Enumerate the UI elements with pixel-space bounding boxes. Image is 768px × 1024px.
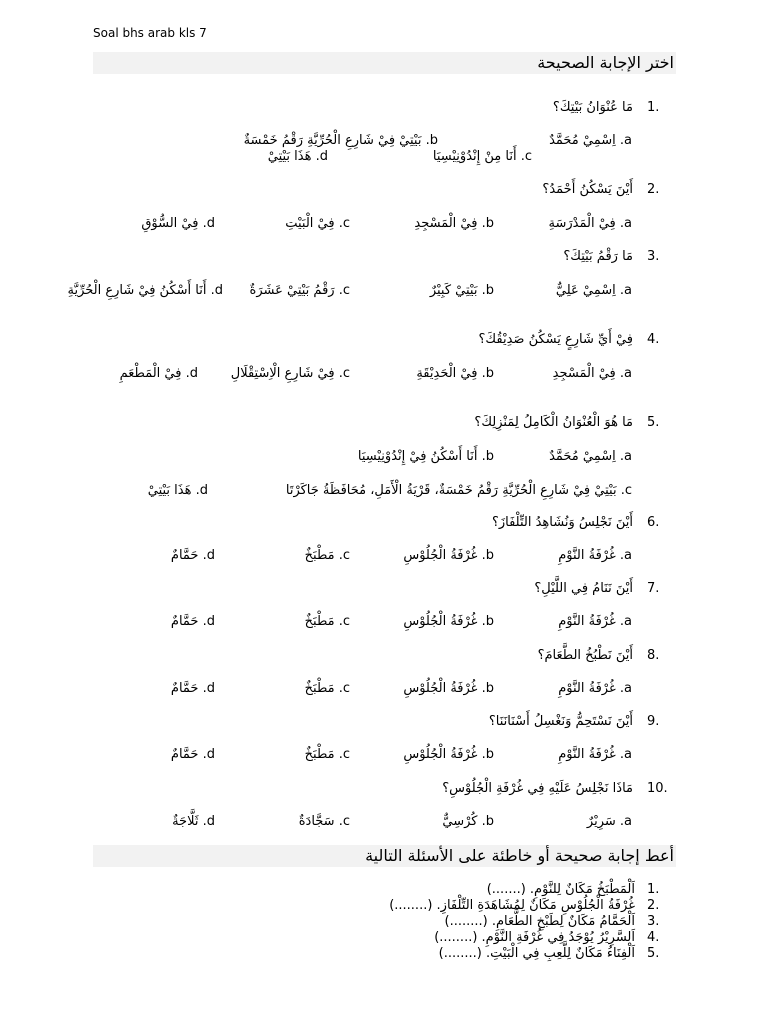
option-b[interactable]: b. غُرْفَةُ الْجُلُوْسِ [403, 681, 494, 696]
option-a[interactable]: a. غُرْفَةُ النَّوْمِ [558, 614, 632, 629]
item-number: 2. [647, 898, 660, 913]
option-a[interactable]: a. اِسْمِيْ عَلِيٌّ [555, 283, 632, 298]
document-header: Soal bhs arab kls 7 [93, 26, 207, 40]
option-b[interactable]: b. غُرْفَةُ الْجُلُوْسِ [403, 747, 494, 762]
item-text: اَلْمَطْبَخُ مَكَانٌ لِلنَّوْمِ. (.......) [486, 882, 635, 897]
option-c[interactable]: c. مَطْبَخٌ [304, 681, 350, 696]
item-text: غُرْفَةُ الْجُلُوْسِ مَكَانٌ لِمُشَاهَدَةِ التِّلْفَازِ. (........) [389, 898, 635, 913]
option-a[interactable]: a. اِسْمِيْ مُحَمَّدٌ [549, 449, 632, 464]
question-text: أَيْنَ نَسْتَحِمُّ وَنَغْسِلُ أَسْنَانَنَا؟ [488, 714, 633, 729]
question-number: 4. [647, 332, 660, 347]
question-number: 6. [647, 515, 660, 530]
option-a[interactable]: a. غُرْفَةُ النَّوْمِ [558, 681, 632, 696]
option-a[interactable]: a. فِيْ الْمَدْرَسَةِ [548, 216, 632, 231]
option-a[interactable]: a. سَرِيْرٌ [586, 814, 632, 829]
question-number: 1. [647, 100, 660, 115]
item-number: 5. [647, 946, 660, 961]
option-d[interactable]: d. حَمَّامٌ [170, 548, 215, 563]
question-text: مَا رَقْمُ بَيْتِكَ؟ [563, 249, 633, 264]
option-b[interactable]: b. فِيْ الْمَسْجِدِ [414, 216, 494, 231]
question-text: أَيْنَ يَسْكُنُ أَحْمَدُ؟ [542, 182, 633, 197]
item-text: اَلسَّرِيْرُ يُوْجَدُ فِي غُرْفَةِ النَّوْمِ. (........) [434, 930, 635, 945]
option-d[interactable]: d. هَذَا بَيْتِيْ [147, 483, 208, 498]
option-a[interactable]: a. اِسْمِيْ مُحَمَّدٌ [549, 133, 632, 148]
option-b[interactable]: b. بَيْتِيْ كَبِيْرٌ [429, 283, 494, 298]
question-number: 10. [647, 781, 668, 796]
option-a[interactable]: a. غُرْفَةُ النَّوْمِ [558, 548, 632, 563]
section-title-multiple-choice [93, 52, 676, 74]
option-b[interactable]: b. كُرْسِيٌّ [442, 814, 494, 829]
list-item [345, 914, 675, 930]
option-d[interactable]: d. هَذَا بَيْتِيْ [267, 149, 328, 164]
section-title-true-false [93, 845, 676, 867]
list-item [345, 930, 675, 946]
item-number: 4. [647, 930, 660, 945]
question-number: 8. [647, 648, 660, 663]
question-number: 3. [647, 249, 660, 264]
option-c[interactable]: c. سَجَّادَةٌ [298, 814, 350, 829]
option-a[interactable]: a. فِيْ الْمَسْجِدِ [552, 366, 632, 381]
section-title-text: اختر الإجابة الصحيحة [537, 53, 674, 72]
item-text: اَلْفِنَاءُ مَكَانٌ لِلَّعِبِ فِي الْبَيْتِ. (........) [438, 946, 635, 961]
option-c[interactable]: c. فِيْ شَارِعِ الْاِسْتِقْلَالِ [230, 366, 350, 381]
list-item [345, 898, 675, 914]
option-c[interactable]: c. مَطْبَخٌ [304, 614, 350, 629]
option-c[interactable]: c. بَيْتِيْ فِيْ شَارِعِ الْحُرِّيَّةِ رَقْمُ خَمْسَةٌ، قَرْيَةُ الْأَمَلِ، مُحَافَظَةُ جَاكَرْتَا [285, 483, 632, 498]
option-b[interactable]: b. غُرْفَةُ الْجُلُوْسِ [403, 614, 494, 629]
option-b[interactable]: b. أَنَا أَسْكُنُ فِيْ إِنْدُوْنِيْسِيَا [357, 449, 494, 464]
option-d[interactable]: d. حَمَّامٌ [170, 747, 215, 762]
item-number: 1. [647, 882, 660, 897]
option-d[interactable]: d. فِيْ الْمَطْعَمِ [119, 366, 198, 381]
section-title-text: أعط إجابة صحيحة أو خاطئة على الأسئلة التالية [365, 846, 674, 865]
question-text: فِيْ أَيِّ شَارِعٍ يَسْكُنُ صَدِيْقُكَ؟ [478, 332, 633, 347]
option-d[interactable]: d. حَمَّامٌ [170, 681, 215, 696]
option-c[interactable]: c. فِيْ الْبَيْتِ [285, 216, 350, 231]
option-b[interactable]: b. غُرْفَةُ الْجُلُوْسِ [403, 548, 494, 563]
question-text: أَيْنَ نَجْلِسُ وَنُشَاهِدُ التِّلْفَازَ؟ [491, 515, 633, 530]
question-number: 9. [647, 714, 660, 729]
option-c[interactable]: c. أَنَا مِنْ إِنْدُوْنِيْسِيَا [432, 149, 532, 164]
question-text: أَيْنَ نَطْبُخُ الطَّعَامَ؟ [537, 648, 633, 663]
option-c[interactable]: c. مَطْبَخٌ [304, 747, 350, 762]
option-d[interactable]: d. أَنَا أَسْكُنُ فِيْ شَارِعِ الْحُرِّيَّةِ [67, 283, 223, 298]
question-number: 2. [647, 182, 660, 197]
option-d[interactable]: d. حَمَّامٌ [170, 614, 215, 629]
question-text: أَيْنَ نَنَامُ فِي اللَّيْلِ؟ [534, 581, 633, 596]
item-number: 3. [647, 914, 660, 929]
question-number: 7. [647, 581, 660, 596]
list-item [345, 946, 675, 962]
question-number: 5. [647, 415, 660, 430]
option-d[interactable]: d. ثَلَّاجَةٌ [172, 814, 215, 829]
true-false-list [345, 882, 675, 962]
question-text: مَاذَا نَجْلِسُ عَلَيْهِ فِي غُرْفَةِ الْجُلُوْسِ؟ [442, 781, 633, 796]
item-text: اَلْحَمَّامُ مَكَانٌ لِطَبْخِ الطَّعَامِ. (........) [444, 914, 635, 929]
option-c[interactable]: c. رَقْمُ بَيْتِيْ عَشَرَةٌ [249, 283, 350, 298]
list-item [345, 882, 675, 898]
option-d[interactable]: d. فِيْ السُّوْقِ [141, 216, 215, 231]
question-text: مَا هُوَ الْعُنْوَانُ الْكَامِلُ لِمَنْزِلِكَ؟ [474, 415, 633, 430]
question-text: مَا عُنْوَانُ بَيْتِكَ؟ [552, 100, 633, 115]
option-a[interactable]: a. غُرْفَةُ النَّوْمِ [558, 747, 632, 762]
option-b[interactable]: b. بَيْتِيْ فِيْ شَارِعِ الْحُرِّيَّةِ رَقْمُ خَمْسَةٌ [243, 133, 438, 148]
option-c[interactable]: c. مَطْبَخٌ [304, 548, 350, 563]
option-b[interactable]: b. فِيْ الْحَدِيْقَةِ [416, 366, 494, 381]
